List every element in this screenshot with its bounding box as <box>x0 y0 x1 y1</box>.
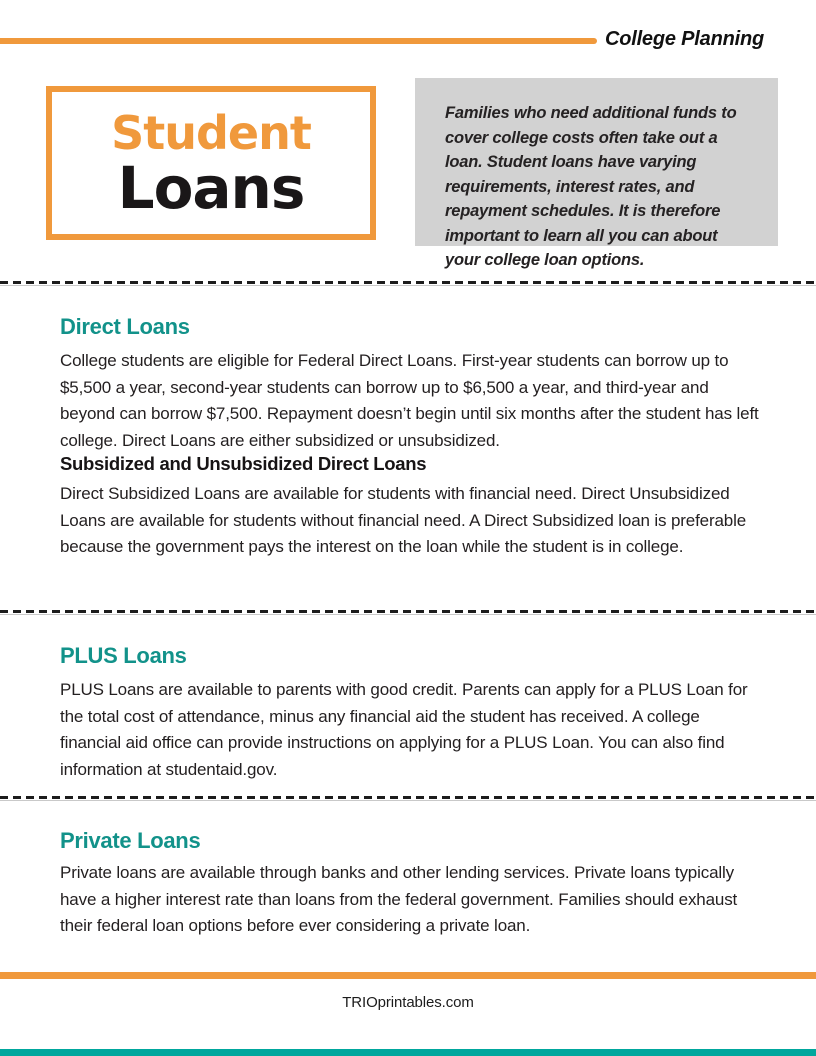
page-title-word-2: Loans <box>117 154 305 222</box>
paragraph-private-loans: Private loans are available through banks and other lending services. Private loans typically have a higher interest rate than loans from the federal government. Families should exhaust their federal loan options before ever considering a private loan. <box>60 863 738 935</box>
header-orange-rule <box>0 38 597 44</box>
heading-plus-loans: PLUS Loans <box>60 643 187 668</box>
section-divider-2 <box>0 610 816 613</box>
paragraph-plus-loans: PLUS Loans are available to parents with good credit. Parents can apply for a PLUS Loan for the total cost of attendance, minus any financial aid the student has received. A college financial aid office can provide instructions on applying for a PLUS Loan. You can also find information at studentaid.gov. <box>60 680 748 779</box>
intro-text: Families who need additional funds to cover college costs often take out a loan. Student loans have varying requirements, interest rates, and repayment schedules. It is therefore important to learn all you can about your college loan options. <box>445 104 737 269</box>
paragraph-subsidized-unsubsidized: Direct Subsidized Loans are available for students with financial need. Direct Unsubsidized Loans are available for students without financial need. A Direct Subsidized loan is preferable because the government pays the interest on the loan while the student is in college. <box>60 484 747 556</box>
footer-site-label: TRIOprintables.com <box>342 994 474 1011</box>
paragraph-direct-loans: College students are eligible for Federal Direct Loans. First-year students can borrow up to $5,500 a year, second-year students can borrow up to $6,500 a year, and third-year and beyond can borrow $7,500. Repayment doesn’t begin until six months after the student has left college. Direct Loans are either subsidized or unsubsidized. <box>60 351 759 450</box>
intro-box <box>415 78 778 269</box>
title-box <box>46 86 376 240</box>
footer-orange-rule <box>0 972 816 979</box>
footer-teal-bar <box>0 1049 816 1056</box>
category-label: College Planning <box>604 28 764 50</box>
section-divider-1 <box>0 281 816 284</box>
section-divider-3 <box>0 796 816 799</box>
heading-private-loans: Private Loans <box>60 828 201 853</box>
page-title-word-1: Student <box>111 106 311 160</box>
subheading-subsidized-unsubsidized: Subsidized and Unsubsidized Direct Loans <box>60 453 427 474</box>
heading-direct-loans: Direct Loans <box>60 314 190 339</box>
